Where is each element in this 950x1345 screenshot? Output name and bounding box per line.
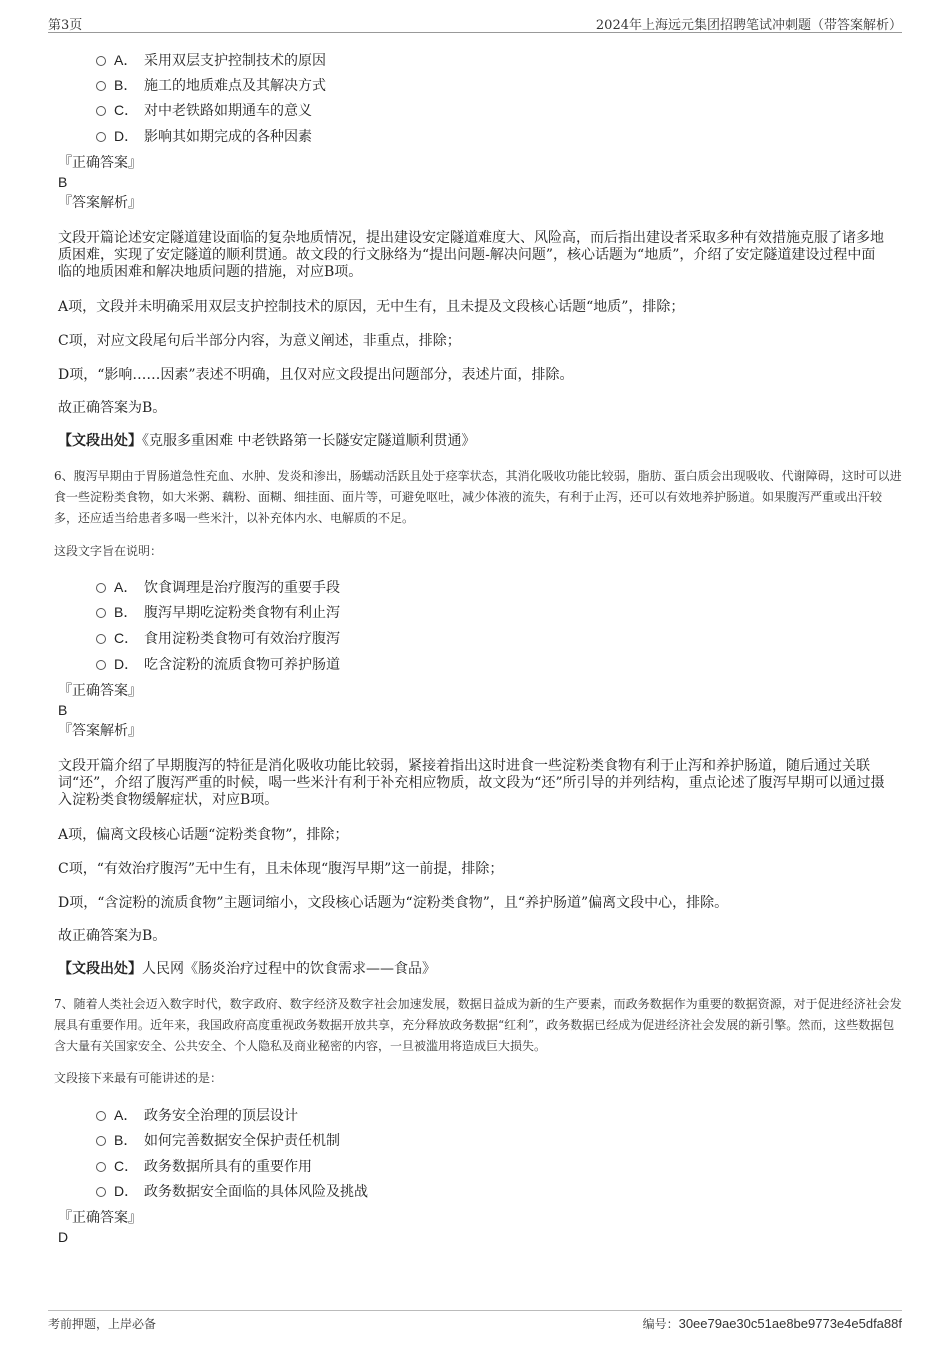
- q6-note-a: A项，偏离文段核心话题“淀粉类食物”，排除；: [58, 827, 349, 843]
- radio-icon[interactable]: [96, 56, 106, 66]
- q5-option-a[interactable]: A． 采用双层支护控制技术的原因: [96, 50, 326, 70]
- q6-answer: B: [58, 702, 68, 718]
- radio-icon[interactable]: [96, 1162, 106, 1172]
- q6-option-c[interactable]: C． 食用淀粉类食物可有效治疗腹泻: [96, 628, 340, 648]
- q6-analysis-label: 『答案解析』: [58, 723, 142, 739]
- radio-icon[interactable]: [96, 106, 106, 116]
- q6-source: 【文段出处】人民网《肠炎治疗过程中的饮食需求——食品》: [58, 961, 436, 977]
- q5-option-b[interactable]: B． 施工的地质难点及其解决方式: [96, 75, 326, 95]
- footer-slogan: 考前押题，上岸必备: [48, 1317, 157, 1331]
- radio-icon[interactable]: [96, 583, 106, 593]
- q6-answer-label: 『正确答案』: [58, 683, 142, 699]
- q6-conclusion: 故正确答案为B。: [58, 928, 167, 944]
- q5-conclusion: 故正确答案为B。: [58, 400, 167, 416]
- q7-question: 文段接下来最有可能讲述的是：: [54, 1071, 223, 1085]
- radio-icon[interactable]: [96, 660, 106, 670]
- q6-option-a[interactable]: A． 饮食调理是治疗腹泻的重要手段: [96, 577, 340, 597]
- document-title: 2024年上海远元集团招聘笔试冲刺题（带答案解析）: [595, 18, 902, 33]
- q5-note-a: A项，文段并未明确采用双层支护控制技术的原因，无中生有，且未提及文段核心话题“地质”，排除；: [58, 299, 685, 315]
- q7-option-d[interactable]: D． 政务数据安全面临的具体风险及挑战: [96, 1181, 368, 1201]
- q5-note-d: D项，“影响……因素”表述不明确，且仅对应文段提出问题部分，表述片面，排除。: [58, 367, 574, 383]
- q5-analysis-label: 『答案解析』: [58, 195, 142, 211]
- radio-icon[interactable]: [96, 608, 106, 618]
- page-number: 第3页: [48, 18, 83, 33]
- radio-icon[interactable]: [96, 1111, 106, 1121]
- radio-icon[interactable]: [96, 1136, 106, 1146]
- q6-note-d: D项，“含淀粉的流质食物”主题词缩小，文段核心话题为“淀粉类食物”，且“养护肠道”偏离文段中心，排除。: [58, 895, 729, 911]
- q6-question: 这段文字旨在说明：: [54, 544, 163, 558]
- radio-icon[interactable]: [96, 1187, 106, 1197]
- q6-analysis: 文段开篇介绍了早期腹泻的特征是消化吸收功能比较弱，紧接着指出这时进食一些淀粉类食物有利于止泻和养护肠道，随后通过关联词“还”，介绍了腹泻严重的时候，喝一些米汁有利于补充相应物质，故文段为“还”所引导的并列结构，重点论述了腹泻早期可以通过摄入淀粉类食物缓解症状，对应B项。: [58, 758, 885, 808]
- q7-option-a[interactable]: A． 政务安全治理的顶层设计: [96, 1105, 298, 1125]
- q7-option-b[interactable]: B． 如何完善数据安全保护责任机制: [96, 1130, 340, 1150]
- page-footer: [48, 1310, 902, 1333]
- q6-note-c: C项，“有效治疗腹泻”无中生有，且未体现“腹泻早期”这一前提，排除；: [58, 861, 504, 877]
- radio-icon[interactable]: [96, 634, 106, 644]
- q7-stem: 7、随着人类社会迈入数字时代，数字政府、数字经济及数字社会加速发展，数据日益成为新的生产要素，而政务数据作为重要的数据资源，对于促进经济社会发展具有重要作用。近年来，我国政府高度重视政务数据开放共享，充分释放政务数据“红利”，政务数据已经成为促进经济社会发展的新引擎。然而，这些数据包含大量有关国家安全、公共安全、个人隐私及商业秘密的内容，一旦被滥用将造成巨大损失。: [54, 997, 902, 1053]
- q6-stem: 6、腹泻早期由于胃肠道急性充血、水肿、发炎和渗出，肠蠕动活跃且处于痉挛状态，其消化吸收功能比较弱，脂肪、蛋白质会出现吸收、代谢障碍，这时可以进食一些淀粉类食物，如大米粥、藕粉、面糊、细挂面、面片等，可避免呕吐，减少体液的流失，有利于止泻，还可以有效地养护肠道。如果腹泻严重或出汗较多，还应适当给患者多喝一些米汁，以补充体内水、电解质的不足。: [54, 469, 902, 525]
- q5-note-c: C项，对应文段尾句后半部分内容，为意义阐述，非重点，排除；: [58, 333, 461, 349]
- q5-analysis: 文段开篇论述安定隧道建设面临的复杂地质情况，提出建设安定隧道难度大、风险高，而后指出建设者采取多种有效措施克服了诸多地质困难，实现了安定隧道的顺利贯通。故文段的行文脉络为“提出问题-解决问题”，核心话题为“地质”，介绍了安定隧道建设过程中面临的地质困难和解决地质问题的措施，对应B项。: [58, 230, 884, 280]
- page-header: [48, 12, 902, 33]
- q5-answer: B: [58, 174, 68, 190]
- q5-option-d[interactable]: D． 影响其如期完成的各种因素: [96, 126, 312, 146]
- radio-icon[interactable]: [96, 132, 106, 142]
- q7-option-c[interactable]: C． 政务数据所具有的重要作用: [96, 1156, 312, 1176]
- q5-answer-label: 『正确答案』: [58, 155, 142, 171]
- radio-icon[interactable]: [96, 81, 106, 91]
- q7-answer: D: [58, 1229, 69, 1245]
- q6-option-b[interactable]: B． 腹泻早期吃淀粉类食物有利止泻: [96, 602, 340, 622]
- q7-answer-label: 『正确答案』: [58, 1210, 142, 1226]
- document-code: 编号：30ee79ae30c51ae8be9773e4e5dfa88f: [642, 1316, 902, 1331]
- q6-option-d[interactable]: D． 吃含淀粉的流质食物可养护肠道: [96, 654, 340, 674]
- q5-option-c[interactable]: C． 对中老铁路如期通车的意义: [96, 100, 312, 120]
- q5-source: 【文段出处】《克服多重困难 中老铁路第一长隧安定隧道顺利贯通》: [58, 433, 476, 449]
